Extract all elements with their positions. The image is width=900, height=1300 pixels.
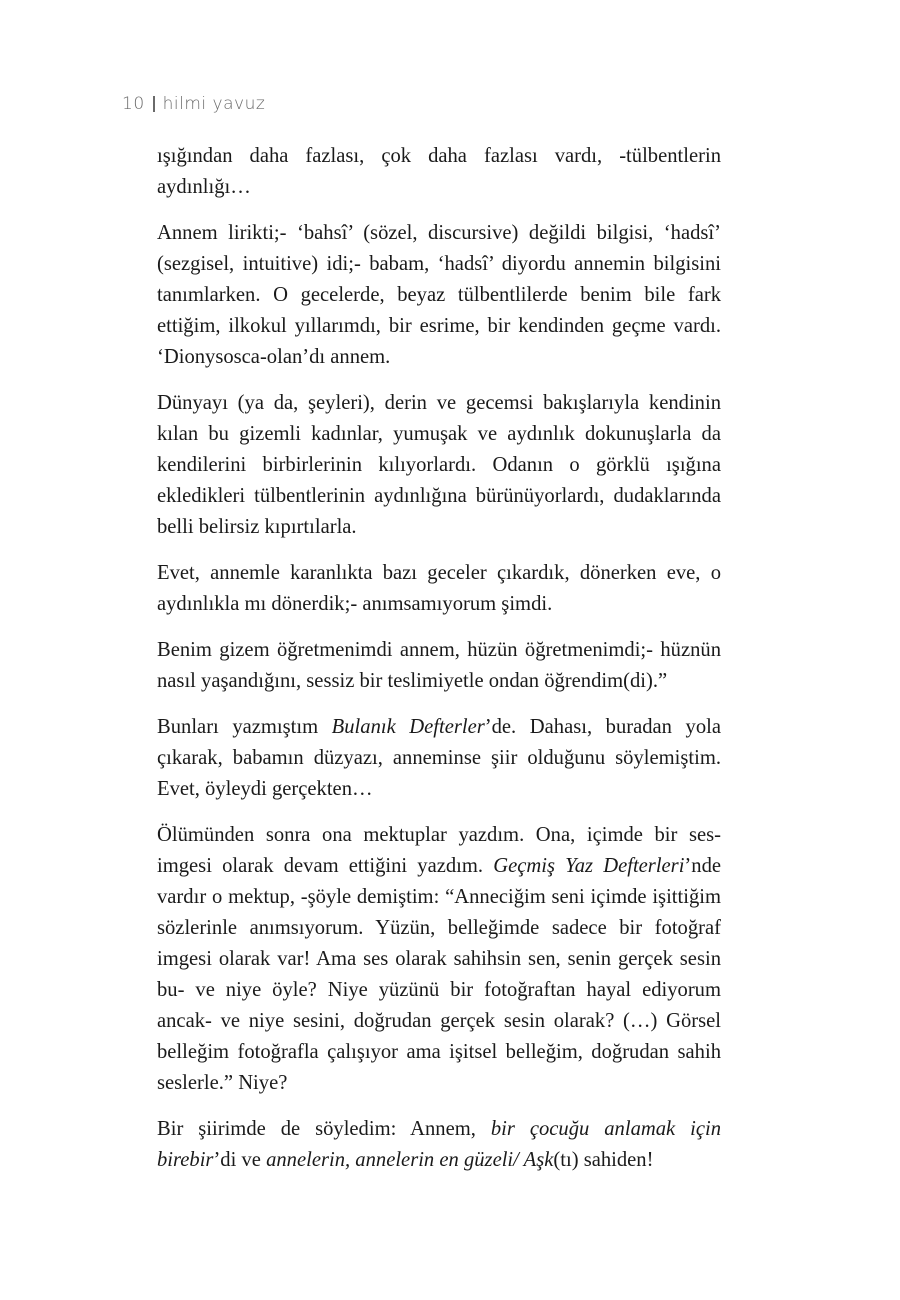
- text-run: Benim gizem öğretmenimdi annem, hüzün öğretmenimdi;- hüznün nasıl yaşandığını, sessiz bir teslimiyetle ondan öğrendim(di).”: [157, 639, 721, 692]
- text-run: Bir şiirimde de söyledim: Annem,: [157, 1118, 491, 1140]
- paragraph: [157, 388, 721, 543]
- text-run: Ölümünden sonra ona mektuplar yazdım. Ona, içimde bir ses-imgesi olarak devam ettiğini yazdım.: [157, 824, 721, 877]
- text-run: Bunları yazmıştım: [157, 716, 332, 738]
- paragraph: [157, 820, 721, 1099]
- body-text: [157, 141, 721, 1191]
- paragraph: [157, 558, 721, 620]
- text-run: ’di ve: [213, 1149, 267, 1171]
- paragraph: [157, 218, 721, 373]
- paragraph: [157, 141, 721, 203]
- text-run: Dünyayı (ya da, şeyleri), derin ve gecemsi bakışlarıyla kendinin kılan bu gizemli kadınlar, yumuşak ve aydınlık dokunuşlarla da kendilerini birbirlerinin kılıyorlardı. Odanın o görklü ışığına ekledikleri tülbentlerinin aydınlığına bürünüyorlardı, dudaklarında belli belirsiz kıpırtılarla.: [157, 392, 721, 538]
- text-run: Evet, annemle karanlıkta bazı geceler çıkardık, dönerken eve, o aydınlıkla mı dönerdik;- anımsamıyorum şimdi.: [157, 562, 721, 615]
- paragraph: [157, 635, 721, 697]
- author-name: hilmi yavuz: [162, 94, 266, 114]
- italic-text-run: Bulanık Defterler: [331, 716, 485, 738]
- text-run: Annem lirikti;- ‘bahsî’ (sözel, discursive) değildi bilgisi, ‘hadsî’ (sezgisel, intuitive) idi;- babam, ‘hadsî’ diyordu annemin bilgisini tanımlarken. O gecelerde, beyaz tülbentlilerde benim bile fark ettiğim, ilkokul yıllarımdı, bir esrime, bir kendinden geçme vardı. ‘Dionysosca-olan’dı annem.: [157, 222, 721, 368]
- paragraph: [157, 1114, 721, 1176]
- italic-text-run: Geçmiş Yaz Defterleri: [493, 855, 685, 877]
- running-header: [122, 94, 265, 114]
- text-run: (tı) sahiden!: [553, 1149, 654, 1171]
- paragraph: [157, 712, 721, 805]
- text-run: ışığından daha fazlası, çok daha fazlası vardı, -tülbentlerin aydınlığı…: [157, 145, 721, 198]
- italic-text-run: annelerin, annelerin en güzeli/ Aşk: [266, 1149, 554, 1171]
- page-number: 10: [122, 94, 145, 114]
- text-run: ’nde vardır o mektup, -şöyle demiştim: “Anneciğim seni içimde işittiğim sözlerinle anımsıyorum. Yüzün, belleğimde sadece bir fotoğraf imgesi olarak var! Ama ses olarak sahihsin sen, senin gerçek sesin bu- ve niye öyle? Niye yüzünü bir fotoğraftan hayal ediyorum ancak- ve niye sesini, doğrudan gerçek sesin olarak? (…) Görsel belleğim fotoğrafla çalışıyor ama işitsel belleğim, doğrudan sahih seslerle.” Niye?: [157, 855, 722, 1094]
- header-separator: [153, 96, 155, 112]
- text-run: ’de. Dahası, buradan yola çıkarak, babamın düzyazı, anneminse şiir olduğunu söylemiştim. Evet, öyleydi gerçekten…: [157, 716, 721, 800]
- italic-text-run: bir çocuğu anlamak için birebir: [157, 1118, 722, 1171]
